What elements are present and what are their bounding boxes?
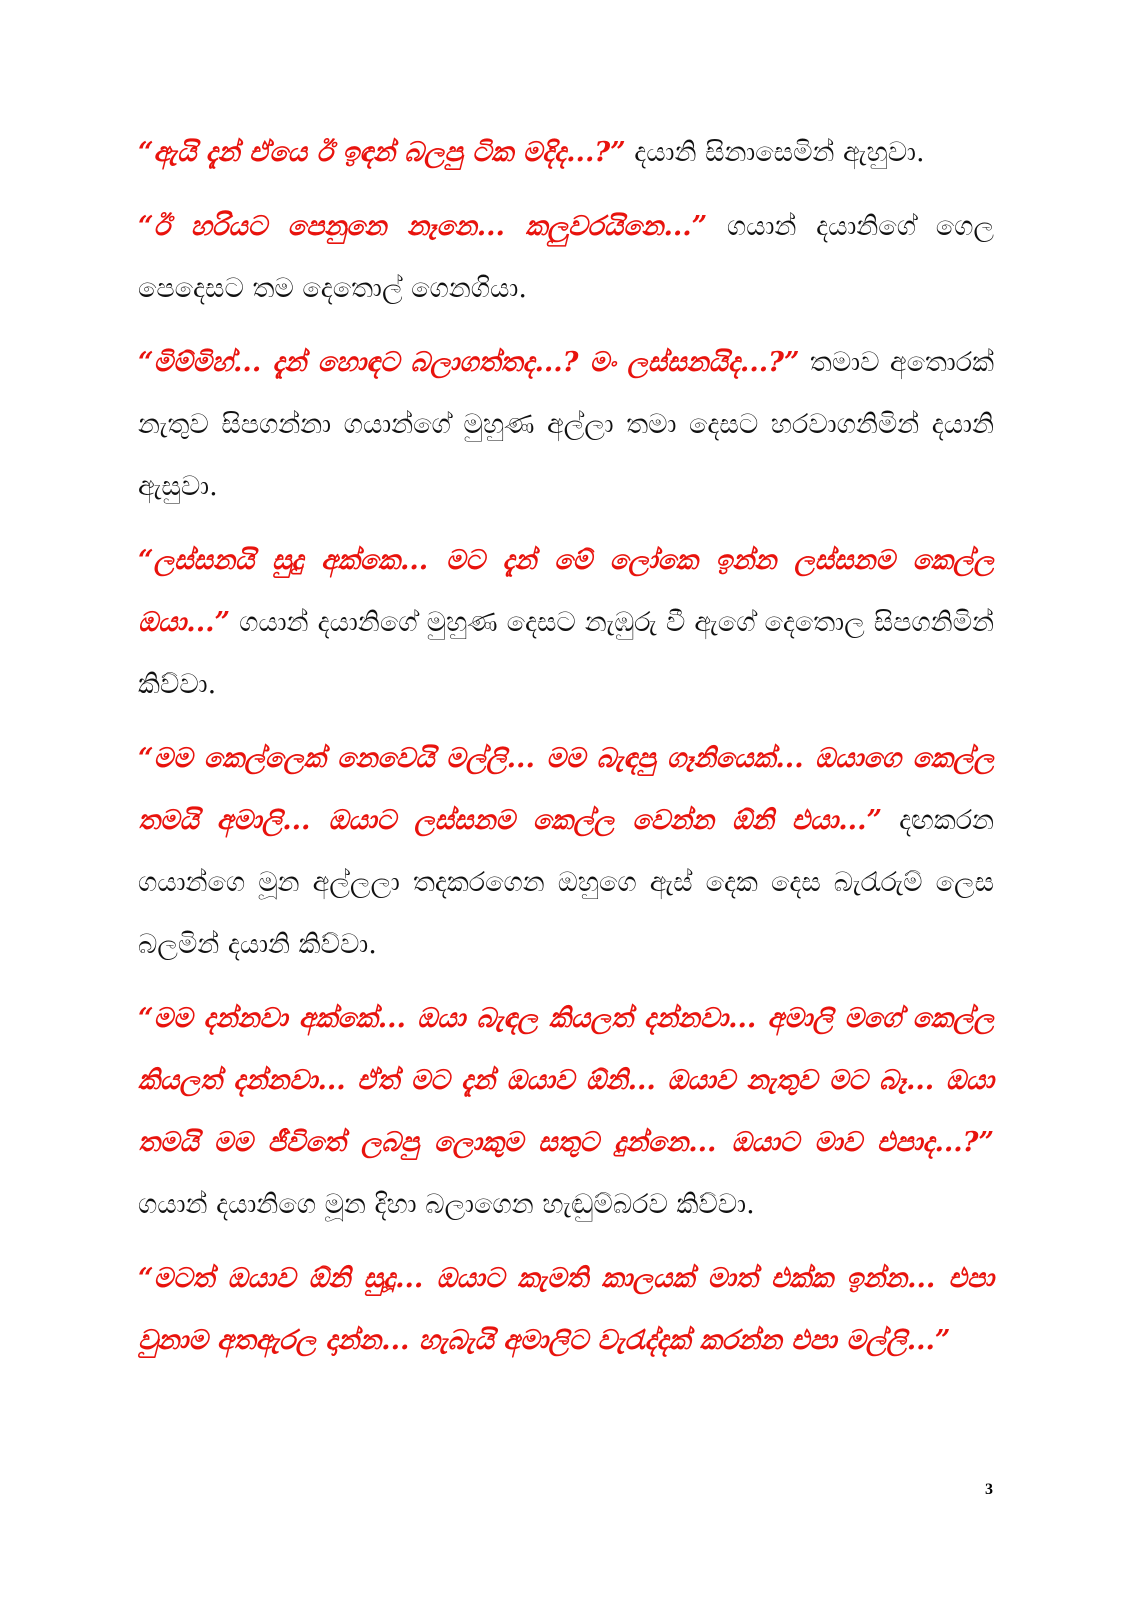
narration-text: දයානි සිනාසෙමින් ඇහුවා.	[625, 137, 925, 168]
narration-text: ගයාන් දයානිගෙ මූන දිහා බලාගෙන හැඬුම්බරව කිව්වා.	[138, 1189, 755, 1220]
paragraph-7	[138, 1248, 994, 1372]
narration-text: ගයාන් දයානිගේ ගෙල පෙදෙසට තම දෙතොල් ගෙනගියා.	[138, 211, 994, 304]
narration-text: ගයාන් දයානිගේ මුහුණ දෙසට නැඹුරු වී ඇගේ දෙතොල සිපගනිමින් කිව්වා.	[138, 607, 994, 700]
dialogue-text: “මිම්මිහ්... දැන් හොඳට බලාගත්තද...? මං ලස්සනයිද...?”	[138, 347, 800, 378]
page-number: 3	[985, 1481, 993, 1498]
paragraph-2	[138, 196, 994, 320]
dialogue-text: “ඊ හරියට පෙනුනෙ නෑනෙ... කලුවරයිනෙ...”	[138, 211, 708, 242]
dialogue-text: “ලස්සනයි සුදු අක්කෙ... මට දැන් මේ ලෝකෙ ඉන්න ලස්සනම කෙල්ල ඔයා...”	[138, 545, 994, 638]
paragraph-1	[138, 122, 994, 184]
dialogue-text: “මම කෙල්ලෙක් නෙවෙයි මල්ලි... මම බැඳපු ගෑනියෙක්... ඔයාගෙ කෙල්ල තමයි අමාලි... ඔයාට ලස්සනම කෙල්ල වෙන්න ඕනි එයා...”	[138, 743, 994, 836]
paragraph-4	[138, 530, 994, 716]
paragraph-6	[138, 988, 994, 1236]
story-text	[138, 122, 994, 1372]
dialogue-text: “ඇයි දැන් ඒයෙ ඊ ඉඳන් බලපු ටික මදිද...?”	[138, 137, 626, 168]
paragraph-3	[138, 332, 994, 518]
narration-text: තමාව අතොරක් නැතුව සිපගන්නා ගයාන්ගේ මුහුණ අල්ලා තමා දෙසට හරවාගනිමින් දයානි ඇසුවා.	[138, 347, 994, 502]
dialogue-text: “මටත් ඔයාව ඕනි සුදූ... ඔයාට කැමති කාලයක් මාත් එක්ක ඉන්න... එපා වුනාම අතඇරල දාන්න... හැබැයි අමාලිට වැරැද්දක් කරන්න එපා මල්ලි...”	[138, 1263, 994, 1356]
dialogue-text: “මම දන්නවා අක්කේ... ඔයා බැඳල කියලත් දන්නවා... අමාලි මගේ කෙල්ල කියලත් දන්නවා... ඒත් මට දැන් ඔයාව ඕනි... ඔයාව නැතුව මට බෑ... ඔයා තමයි මම ජීවිතේ ලබපු ලොකුම සතුට දුන්නෙ... ඔයාට මාව එපාද...?”	[138, 1003, 994, 1158]
paragraph-5	[138, 728, 994, 976]
narration-text: දඟකරන ගයාන්ගෙ මූන අල්ලලා තදකරගෙන ඔහුගෙ ඇස් දෙක දෙස බැරැරුම් ලෙස බලමින් දයානි කිව්වා.	[138, 805, 994, 960]
